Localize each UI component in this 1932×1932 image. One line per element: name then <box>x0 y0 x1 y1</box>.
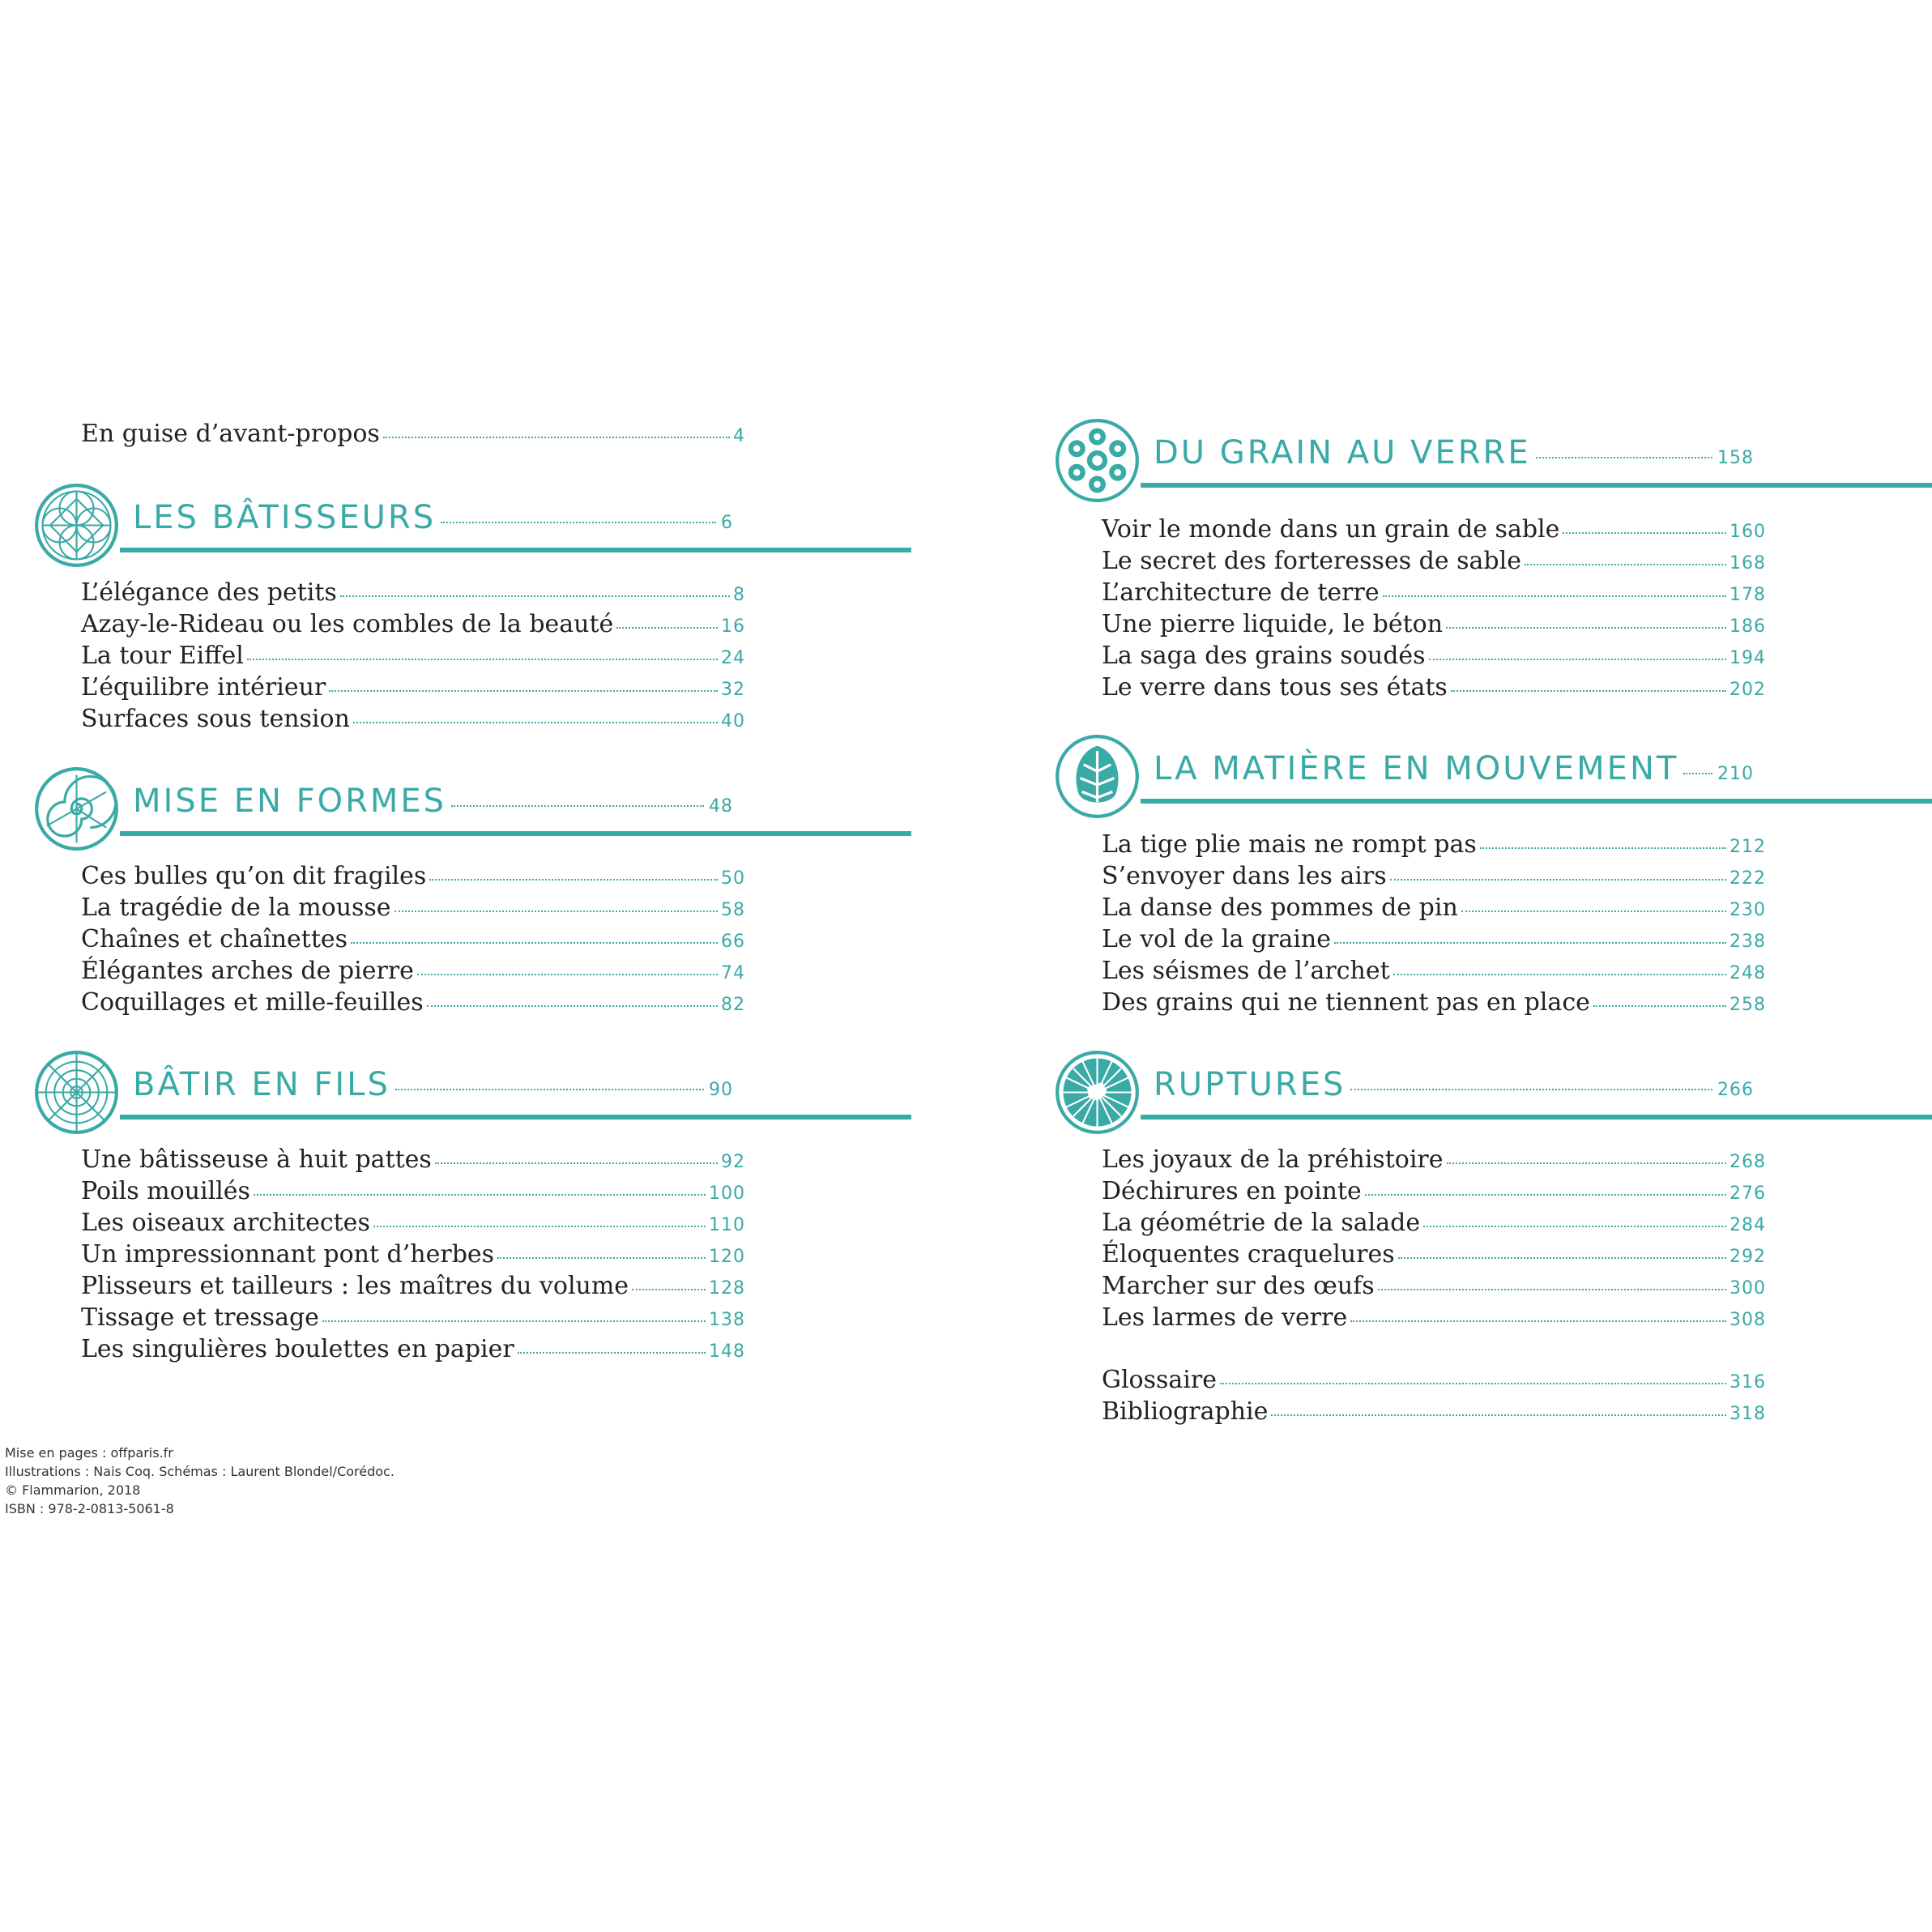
entry-page: 32 <box>721 680 745 700</box>
entry-title: S’envoyer dans les airs <box>1102 862 1387 890</box>
entry-page: 50 <box>721 868 745 889</box>
entry-title: L’architecture de terre <box>1102 578 1380 607</box>
entry-page: 316 <box>1729 1372 1766 1392</box>
dot-leader <box>435 1162 718 1164</box>
entry-page: 276 <box>1729 1184 1766 1204</box>
entry-title: Éloquentes craquelures <box>1102 1240 1395 1269</box>
entry-page: 40 <box>721 711 745 731</box>
section-rule <box>120 831 911 836</box>
dot-leader <box>518 1352 706 1354</box>
entry-title: Le secret des forteresses de sable <box>1102 547 1521 575</box>
entry-title: La tige plie mais ne rompt pas <box>1102 830 1477 859</box>
entry-title: Ces bulles qu’on dit fragiles <box>81 862 427 890</box>
dot-leader <box>1683 773 1712 774</box>
entry-page: 238 <box>1729 932 1766 952</box>
dot-leader <box>1271 1414 1726 1416</box>
dot-leader <box>632 1289 706 1290</box>
entry-page: 284 <box>1729 1215 1766 1235</box>
dot-leader <box>247 659 718 660</box>
dot-leader <box>1429 659 1726 660</box>
dot-leader <box>1383 595 1726 597</box>
entry-title: Plisseurs et tailleurs : les maîtres du volume <box>81 1272 629 1300</box>
entry-page: 268 <box>1729 1152 1766 1172</box>
entry-title: Coquillages et mille-feuilles <box>81 988 424 1017</box>
dot-leader <box>429 879 718 881</box>
dot-leader <box>451 805 704 807</box>
entry-title: Voir le monde dans un grain de sable <box>1102 515 1560 544</box>
section-page: 210 <box>1717 764 1754 784</box>
dot-leader <box>254 1194 706 1196</box>
entry-title: Les joyaux de la préhistoire <box>1102 1145 1444 1174</box>
section-title: RUPTURES <box>1154 1066 1346 1103</box>
entry-page: 58 <box>721 900 745 920</box>
entry-title: Déchirures en pointe <box>1102 1177 1362 1205</box>
credit-line: © Flammarion, 2018 <box>5 1482 141 1498</box>
entry-page: 92 <box>721 1152 745 1172</box>
entry-title: Bibliographie <box>1102 1397 1269 1426</box>
entry-page: 66 <box>721 932 745 952</box>
entry-title: L’équilibre intérieur <box>81 673 326 702</box>
entry-page: 160 <box>1729 522 1766 542</box>
entry-title: Une bâtisseuse à huit pattes <box>81 1145 432 1174</box>
dot-leader <box>1446 627 1726 629</box>
entry-page: 212 <box>1729 837 1766 857</box>
section-header[interactable] <box>34 483 911 572</box>
section-rule <box>1141 799 1932 804</box>
dot-leader <box>441 522 716 523</box>
entry-title: Les oiseaux architectes <box>81 1209 370 1237</box>
dot-leader <box>353 722 718 723</box>
entry-title: Un impressionnant pont d’herbes <box>81 1240 495 1269</box>
toc-entry[interactable] <box>1102 673 1766 712</box>
entry-page: 292 <box>1729 1247 1766 1267</box>
entry-page: 148 <box>709 1341 745 1362</box>
entry-title: La géométrie de la salade <box>1102 1209 1421 1237</box>
entry-title: Les larmes de verre <box>1102 1303 1348 1332</box>
credits-block <box>5 1444 395 1518</box>
dot-leader <box>1423 1226 1726 1227</box>
toc-entry[interactable] <box>81 705 745 744</box>
dot-leader <box>1350 1320 1726 1322</box>
entry-title: En guise d’avant-propos <box>81 420 380 448</box>
dot-leader <box>1365 1194 1726 1196</box>
rosette-icon <box>1055 418 1140 503</box>
entry-title: Marcher sur des œufs <box>1102 1272 1375 1300</box>
entry-page: 258 <box>1729 995 1766 1015</box>
entry-title: La tragédie de la mousse <box>81 893 391 922</box>
entry-page: 202 <box>1729 680 1766 700</box>
section-header[interactable] <box>1055 1050 1932 1139</box>
dot-leader <box>417 974 718 975</box>
entry-page: 16 <box>721 616 745 637</box>
entry-page: 138 <box>709 1310 745 1330</box>
dot-leader <box>373 1226 706 1227</box>
toc-entry[interactable] <box>81 420 745 458</box>
dot-leader <box>395 911 718 912</box>
entry-page: 82 <box>721 995 745 1015</box>
entry-page: 222 <box>1729 868 1766 889</box>
credit-line: ISBN : 978-2-0813-5061-8 <box>5 1501 174 1516</box>
dot-leader <box>1350 1089 1712 1090</box>
dot-leader <box>1334 942 1726 944</box>
section-page: 266 <box>1717 1080 1754 1100</box>
toc-entry[interactable] <box>1102 1303 1766 1342</box>
dot-leader <box>1378 1289 1726 1290</box>
entry-title: La tour Eiffel <box>81 642 244 670</box>
toc-entry-bibliography[interactable] <box>1102 1397 1766 1436</box>
section-rule <box>120 1115 911 1120</box>
section-title: LA MATIÈRE EN MOUVEMENT <box>1154 750 1679 787</box>
entry-title: Des grains qui ne tiennent pas en place <box>1102 988 1590 1017</box>
dot-leader <box>1398 1257 1726 1259</box>
spider-web-icon <box>34 1050 119 1135</box>
entry-title: Le vol de la graine <box>1102 925 1331 953</box>
entry-title: Une pierre liquide, le béton <box>1102 610 1444 638</box>
entry-page: 8 <box>733 585 745 605</box>
dot-leader <box>340 595 730 597</box>
dot-leader <box>1536 457 1712 458</box>
dot-leader <box>1393 974 1726 975</box>
entry-title: Surfaces sous tension <box>81 705 350 733</box>
entry-page: 194 <box>1729 648 1766 668</box>
entry-page: 4 <box>733 426 745 446</box>
section-page: 158 <box>1717 448 1754 468</box>
entry-page: 230 <box>1729 900 1766 920</box>
toc-entry[interactable] <box>81 1335 745 1374</box>
section-header[interactable] <box>34 1050 911 1139</box>
entry-title: Chaînes et chaînettes <box>81 925 348 953</box>
entry-page: 74 <box>721 963 745 983</box>
dot-leader <box>1593 1005 1726 1007</box>
entry-title: Les singulières boulettes en papier <box>81 1335 514 1363</box>
entry-page: 100 <box>709 1184 745 1204</box>
entry-page: 318 <box>1729 1404 1766 1424</box>
entry-page: 300 <box>1729 1278 1766 1299</box>
dot-leader <box>1461 911 1726 912</box>
flower-of-life-icon <box>34 483 119 568</box>
dot-leader <box>1525 564 1726 565</box>
dot-leader <box>1451 690 1726 692</box>
dot-leader <box>427 1005 718 1007</box>
entry-title: Élégantes arches de pierre <box>81 957 414 985</box>
entry-page: 248 <box>1729 963 1766 983</box>
shattered-glass-icon <box>1055 1050 1140 1135</box>
entry-title: Les séismes de l’archet <box>1102 957 1390 985</box>
entry-title: L’élégance des petits <box>81 578 337 607</box>
entry-page: 110 <box>709 1215 745 1235</box>
dot-leader <box>329 690 718 692</box>
section-page: 90 <box>709 1080 733 1100</box>
section-title: MISE EN FORMES <box>133 783 447 820</box>
dot-leader <box>497 1257 706 1259</box>
pine-cone-icon <box>1055 734 1140 819</box>
entry-page: 120 <box>709 1247 745 1267</box>
entry-page: 308 <box>1729 1310 1766 1330</box>
section-rule <box>1141 483 1932 488</box>
dot-leader <box>395 1089 704 1090</box>
toc-entry[interactable] <box>1102 988 1766 1027</box>
credit-line: Mise en pages : offparis.fr <box>5 1445 173 1461</box>
section-header[interactable] <box>1055 734 1932 823</box>
entry-title: Tissage et tressage <box>81 1303 319 1332</box>
section-title: BÂTIR EN FILS <box>133 1066 390 1103</box>
dot-leader <box>322 1320 706 1322</box>
section-title: LES BÂTISSEURS <box>133 499 437 536</box>
entry-page: 178 <box>1729 585 1766 605</box>
entry-title: La saga des grains soudés <box>1102 642 1426 670</box>
entry-title: Azay-le-Rideau ou les combles de la beauté <box>81 610 614 638</box>
section-title: DU GRAIN AU VERRE <box>1154 434 1531 471</box>
section-rule <box>1141 1115 1932 1120</box>
dot-leader <box>616 627 718 629</box>
dot-leader <box>351 942 718 944</box>
entry-page: 186 <box>1729 616 1766 637</box>
dot-leader <box>1447 1162 1726 1164</box>
entry-title: Glossaire <box>1102 1366 1217 1394</box>
section-rule <box>120 548 911 552</box>
section-page: 6 <box>721 513 733 533</box>
entry-page: 128 <box>709 1278 745 1299</box>
entry-page: 168 <box>1729 553 1766 574</box>
dot-leader <box>1480 847 1726 849</box>
dot-leader <box>1563 532 1726 534</box>
entry-title: La danse des pommes de pin <box>1102 893 1458 922</box>
dot-leader <box>1390 879 1726 881</box>
dot-leader <box>383 437 730 438</box>
section-page: 48 <box>709 796 733 817</box>
entry-title: Poils mouillés <box>81 1177 250 1205</box>
section-header[interactable] <box>1055 418 1932 507</box>
toc-entry[interactable] <box>81 988 745 1027</box>
section-header[interactable] <box>34 766 911 855</box>
credit-line: Illustrations : Nais Coq. Schémas : Laurent Blondel/Corédoc. <box>5 1464 395 1479</box>
dot-leader <box>1220 1383 1726 1384</box>
entry-page: 24 <box>721 648 745 668</box>
entry-title: Le verre dans tous ses états <box>1102 673 1448 702</box>
nautilus-shell-icon <box>34 766 119 851</box>
